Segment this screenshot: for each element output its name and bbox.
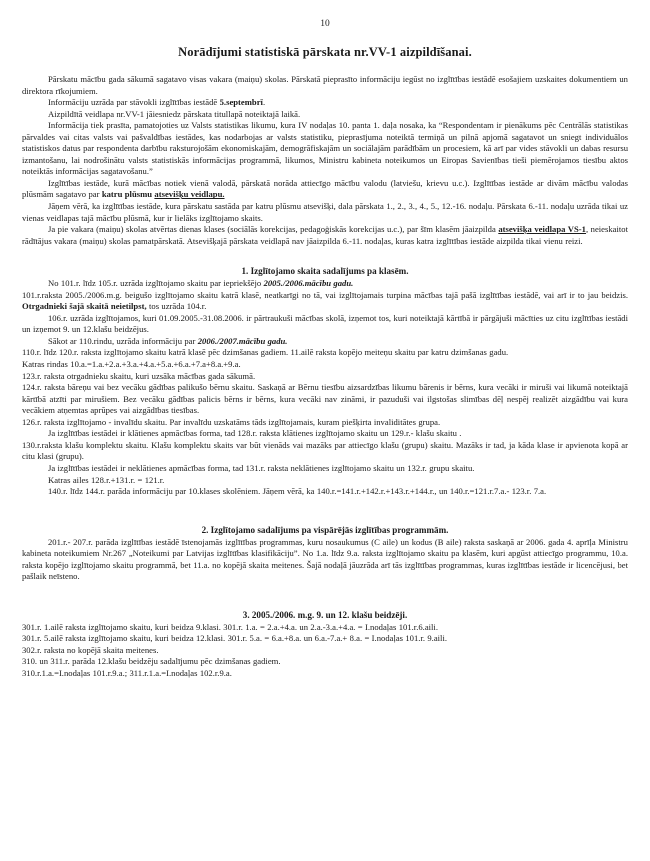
intro-p5-emphasis-underlined: atsevišķu veidlapu. [154, 189, 225, 200]
section-1-paragraph-13: Katras ailes 128.r.+131.r. = 121.r. [48, 474, 165, 485]
intro-paragraph-7 [22, 224, 628, 247]
page-number: 10 [320, 19, 330, 29]
s1-p2-text-a: 101.r.raksta 2005./2006.m.g. beigušo izglītojamo skaitu katrā klasē, neatkarīgi no tā, vai izglītojamais turpina mācības tajā pašā izglītības iestādē, vai arī ir to jau beidzis. [22, 289, 628, 300]
intro-p7-text-a: Ja pie vakara (maiņu) skolas atvērtas dienas klases (sociālās korekcijas, pedagoģiskās korekcijas u.c.), par šīm klasēm jāaizpilda [48, 224, 499, 235]
s1-p2-text-c: tos uzrāda 104.r. [146, 301, 207, 312]
section-3-heading: 3. 2005./2006. m.g. 9. un 12. klašu beidzēji. [242, 609, 408, 620]
intro-p7-emphasis-underlined: atsevišķa veidlapa VS-1 [498, 224, 586, 235]
s1-p4-school-year: 2006./2007.mācību gadu. [197, 335, 288, 346]
section-1-paragraph-7: 123.r. raksta otrgadnieku skaitu, kuri uzsāka mācības gada sākumā. [22, 370, 256, 381]
intro-paragraph-3: Aizpildītā veidlapa nr.VV-1 jāiesniedz pārskata titullapā noteiktajā laikā. [48, 108, 301, 119]
intro-paragraph-4: Informācija tiek prasīta, pamatojoties uz Valsts statistikas likumu, kura IV nodaļas 10. panta 1. daļa nosaka, ka “Respondentam ir pienākums pēc Centrālās statistikas pārvaldes vai citas valsts vai pašvaldības iestādes, kas nodarbojas ar valsts statistiku, pieprasījuma noteiktā termiņā un pilnā apjomā sagatavot un sniegt individuālos statistiskos datus par respondenta darbību raksturojošām ekonomiskajām, demogrāfiskajām un sociālajām parādībām un procesiem, kā arī par vides stāvokli un dabas resursu izmantošanu, lai nodrošinātu valsts statistiskās informācijas programmā, likumos, Ministru kabineta noteikumos un Eiropas Savienības tieši piemērojamos tiesību aktos noteiktās informācijas sagatavošanu.” [22, 120, 628, 177]
section-1-paragraph-12: Ja izglītības iestādei ir neklātienes apmācības forma, tad 131.r. raksta neklātienes izglītojamo skaitu un 132.r. grupu skaitu. [48, 462, 475, 473]
s1-p2-emphasis: Otrgadnieki šajā skaitā neietilpst, [22, 301, 147, 312]
section-1-paragraph-3: 106.r. uzrāda izglītojamos, kuri 01.09.2005.-31.08.2006. ir pārtraukuši mācības skolā, izņemot tos, kuri noteiktajā kārtībā ir pārgājuši mācīties uz citu izglītības iestādi un izņemot 9. un 12.klašu beidzējus. [22, 312, 628, 335]
section-3-paragraph-4: 310. un 311.r. parāda 12.klašu beidzēju sadalījumu pēc dzimšanas gadiem. [22, 656, 281, 667]
intro-paragraph-6: Jāņem vērā, ka izglītības iestāde, kura pārskatu sastāda par katru plūsmu atsevišķi, dala pārskata 1., 2., 3., 4., 5., 12.-16. nodaļu. Pārskata 6.-11. nodaļu uzrāda tikai uz vienas veidlapas tajā mācību plūsmā, kur ir lielāks izglītojamo skaits. [22, 201, 628, 223]
section-1-paragraph-14: 140.r. līdz 144.r. parāda informāciju par 10.klases skolēniem. Jāņem vērā, ka 140.r.=141.r.+142.r.+143.r.+144.r., un 140.r.=121.r.7.a.- 123.r. 7.a. [48, 486, 547, 497]
s1-p4-text-a: Sākot ar 110.rindu, uzrāda informāciju par [48, 335, 198, 346]
intro-paragraph-5 [22, 178, 628, 201]
s1-p1-text-a: No 101.r. līdz 105.r. uzrāda izglītojamo skaitu par iepriekšējo [48, 278, 264, 289]
intro-paragraph-1: Pārskatu mācību gada sākumā sagatavo visas vakara (maiņu) skolas. Pārskatā pieprasīto informāciju iegūst no izglītības iestādē esošajiem uzskaites dokumentiem un direktora rīkojumiem. [22, 74, 628, 96]
section-1-paragraph-10: Ja izglītības iestādei ir klātienes apmācības forma, tad 128.r. raksta klātienes izglītojamo skaitu un 129.r.- klašu skaitu . [48, 428, 462, 439]
section-3-paragraph-2: 301.r. 5.ailē raksta izglītojamo skaitu, kuri beidza 12.klasi. 301.r. 5.a. = 6.a.+8.a. un 6.a.-7.a.+ 8.a. = I.nodaļas 101.r. 9.aili. [22, 633, 448, 644]
section-1-paragraph-2 [22, 290, 628, 313]
intro-p7-text-c: , neieskaitot rādītājus vakara (maiņu) skolas pamatpārskatā. Atsevišķajā pārskata veidlapā nav jāaizpilda 6.-11. nodaļas, kuras katra izglītības iestāde aizpilda tikai vienu reizi. [22, 224, 628, 246]
section-1-paragraph-4 [22, 336, 628, 348]
spacer-before-section-2 [22, 498, 628, 524]
section-2-heading: 2. Izglītojamo sadalījums pa vispārējās izglītības programmām. [201, 524, 449, 535]
spacer-before-section-1 [22, 247, 628, 265]
s1-p1-school-year: 2005./2006.mācību gadu. [263, 278, 354, 289]
intro-p2-text-c: . [262, 97, 266, 108]
intro-p2-emphasis: 5.septembrī [219, 97, 263, 108]
section-2-paragraph-1: 201.r.- 207.r. parāda izglītības iestādē īstenojamās izglītības programmas, kuru nosaukumus (C aile) un kodus (B aile) raksta saskaņā ar 2006. gada 4. aprīļa Ministru kabineta noteikumiem Nr.267 „Noteikumi par Latvijas izglītības klasifikāciju”. No 1.a. līdz 9.a. raksta izglītojamo skaitu pa klasēm, kuri apgūst attiecīgo programmu, 10.a. raksta kopējo izglītojamo skaitu programmā, bet 11.a. no kopējā skaita meitenes. Šajā nodaļā jāuzrāda arī tās izglītības programmas, kuras izglītības iestāde ir licencējusi, bet pašlaik neīsteno. [22, 536, 628, 582]
section-1-paragraph-1 [22, 278, 628, 290]
section-1-paragraph-11: 130.r.raksta klašu komplektu skaitu. Klašu komplektu skaits var būt vienāds vai mazāks par attiecīgo klašu (grupu) skaitu. Mazāks ir tad, ja kāda klase ir apvienota kopā ar citu klasi (grupu). [22, 439, 628, 462]
intro-p5-emphasis: katru plūsmu [101, 189, 155, 200]
intro-p5-text-a: Izglītības iestāde, kurā mācības notiek vienā valodā, pārskatā norāda attiecīgo mācību valodu (latviešu, krievu u.c.). Izglītības iestāde ar divām mācību valodas plūsmām sagatavo par [22, 177, 628, 200]
section-3-paragraph-5: 310.r.1.a.=I.nodaļas 101.r.9.a.; 311.r.1.a.=I.nodaļas 102.r.9.a. [22, 667, 232, 678]
section-3-paragraph-1: 301.r. 1.ailē raksta izglītojamo skaitu, kuri beidza 9.klasi. 301.r. 1.a. = 2.a.+4.a. un 2.a.-3.a.+4.a. = I.nodaļas 101.r.6.aili. [22, 621, 438, 632]
document-title: Norādījumi statistiskā pārskata nr.VV-1 aizpildīšanai. [178, 45, 472, 59]
section-1-paragraph-8: 124.r. raksta bāreņu vai bez vecāku gādības palikušo bērnu skaitu. Saskaņā ar Bērnu tiesību aizsardzības likumu bārenis ir bērns, kura vecāki ir miruši vai likumā noteiktajā kārtībā atzīti par mirušiem. Bez vecāku gādības palicis bērns ir bērns, kura vecāki nav zināmi, ir pazuduši vai ilgstošas slimības dēļ nespēj realizēt aizgādību vai kura vecākiem atņemtas aprūpes vai aizgādības tiesības. [22, 382, 628, 416]
section-1-heading: 1. Izglītojamo skaita sadalījums pa klasēm. [241, 266, 409, 277]
section-1-paragraph-5: 110.r. līdz 120.r. raksta izglītojamo skaitu katrā klasē pēc dzimšanas gadiem. 11.ailē raksta kopējo meiteņu skaitu par katru dzimšanas gadu. [22, 347, 509, 358]
spacer-before-section-3 [22, 583, 628, 609]
section-3-paragraph-3: 302.r. raksta no kopējā skaita meitenes. [22, 644, 159, 655]
intro-p2-text-a: Informāciju uzrāda par stāvokli izglītības iestādē [48, 97, 220, 108]
section-1-paragraph-9: 126.r. raksta izglītojamo - invalīdu skaitu. Par invalīdu uzskatāms tāds izglītojamais, kuram piešķirta invaliditātes grupa. [22, 416, 441, 427]
intro-paragraph-2 [22, 97, 628, 109]
section-1-paragraph-6: Katras rindas 10.a.=1.a.+2.a.+3.a.+4.a.+5.a.+6.a.+7.a+8.a.+9.a. [22, 359, 241, 370]
